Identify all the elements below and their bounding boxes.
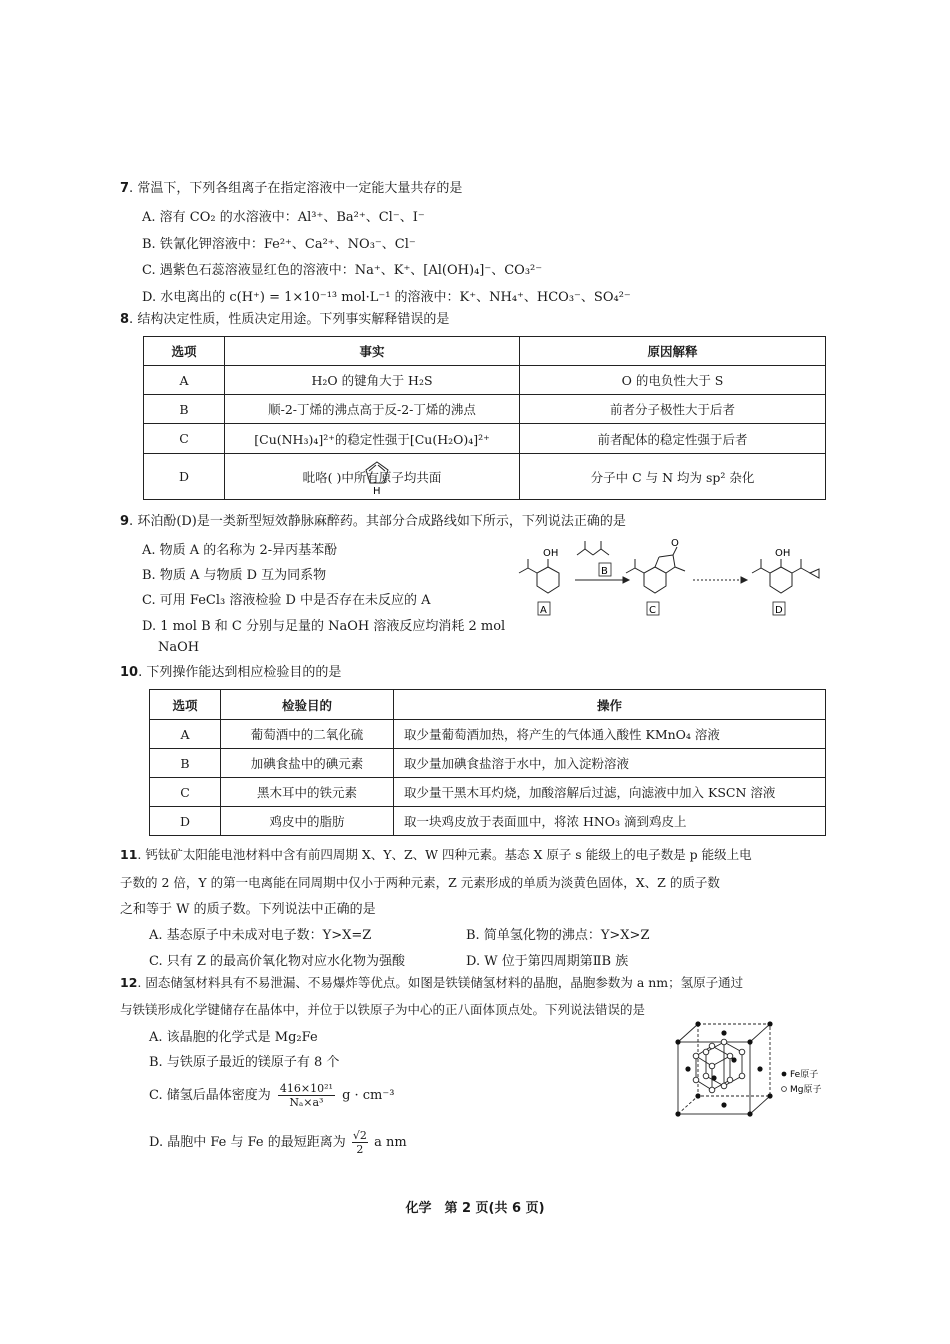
q12-d-prefix: D. 晶胞中 Fe 与 Fe 的最短距离为 (149, 1135, 346, 1150)
pyrrole-structure-icon (363, 458, 391, 496)
q11-option-b: B. 简单氢化物的沸点：Y>X>Z (466, 928, 650, 943)
label-b: B (601, 566, 608, 577)
q8-cell: [Cu(NH₃)₄]²⁺的稳定性强于[Cu(H₂O)₄]²⁺ (225, 424, 520, 454)
q10-cell: 取少量干黑木耳灼烧，加酸溶解后过滤，向滤液中加入 KSCN 溶液 (394, 778, 826, 807)
q7-option-b: B. 铁氰化钾溶液中：Fe²⁺、Ca²⁺、NO₃⁻、Cl⁻ (142, 237, 416, 252)
q7-option-a: A. 溶有 CO₂ 的水溶液中：Al³⁺、Ba²⁺、Cl⁻、I⁻ (142, 210, 425, 225)
table-row (144, 395, 826, 424)
table-row (150, 749, 826, 778)
q10-header-purpose: 检验目的 (221, 690, 394, 720)
table-row (144, 454, 826, 500)
o-label-c: O (671, 538, 679, 549)
q10-cell: 鸡皮中的脂肪 (221, 807, 394, 836)
q8-cell: C (144, 424, 225, 454)
q7-option-c: C. 遇紫色石蕊溶液显红色的溶液中：Na⁺、K⁺、[Al(OH)₄]⁻、CO₃²⁻ (142, 263, 543, 278)
q8-table (143, 336, 826, 500)
pyrrole-text: 吡咯( )中所有原子均共面 (302, 469, 442, 485)
q12-option-a: A. 该晶胞的化学式是 Mg₂Fe (149, 1030, 318, 1045)
q8-cell: B (144, 395, 225, 424)
q10-cell: 葡萄酒中的二氧化硫 (221, 720, 394, 749)
q8-header-option: 选项 (144, 337, 225, 366)
q7-stem: 7. 常温下，下列各组离子在指定溶液中一定能大量共存的是 (120, 181, 463, 196)
q10-cell: C (150, 778, 221, 807)
q9-synthesis-scheme (505, 537, 830, 621)
q11-stem-line3: 之和等于 W 的质子数。下列说法中正确的是 (120, 902, 376, 917)
q9-option-b: B. 物质 A 与物质 D 互为同系物 (142, 568, 327, 583)
q9-option-d-cont: NaOH (158, 640, 200, 655)
mg-legend-icon (782, 1087, 787, 1092)
q7-option-d: D. 水电离出的 c(H⁺) = 1×10⁻¹³ mol·L⁻¹ 的溶液中：K⁺、NH₄⁺、HCO₃⁻、SO₄²⁻ (142, 290, 631, 305)
q8-header-fact: 事实 (225, 337, 520, 366)
q10-header-option: 选项 (150, 690, 221, 720)
q8-cell: 分子中 C 与 N 均为 sp² 杂化 (520, 454, 826, 500)
q12-d-fraction (352, 1129, 368, 1156)
q10-cell: 取一块鸡皮放于表面皿中，将浓 HNO₃ 滴到鸡皮上 (394, 807, 826, 836)
table-row (144, 424, 826, 454)
q8-cell: 顺-2-丁烯的沸点高于反-2-丁烯的沸点 (225, 395, 520, 424)
fe-legend-icon (782, 1072, 787, 1077)
q9-option-a: A. 物质 A 的名称为 2-异丙基苯酚 (142, 543, 338, 558)
q12-option-c (149, 1082, 394, 1109)
q9-stem: 9. 环泊酚(D)是一类新型短效静脉麻醉药。其部分合成路线如下所示，下列说法正确的是 (120, 514, 626, 529)
q10-header-operation: 操作 (394, 690, 826, 720)
oh-label-a: OH (543, 548, 559, 559)
q8-cell: H₂O 的键角大于 H₂S (225, 366, 520, 395)
q10-cell: A (150, 720, 221, 749)
table-row (150, 778, 826, 807)
q12-option-d (149, 1129, 407, 1156)
q10-stem: 10. 下列操作能达到相应检验目的的是 (120, 665, 342, 680)
label-c: C (649, 605, 656, 616)
q12-c-prefix: C. 储氢后晶体密度为 (149, 1088, 271, 1103)
label-a: A (540, 605, 547, 616)
q12-d-denominator: 2 (356, 1143, 364, 1156)
table-row (144, 366, 826, 395)
table-row (150, 807, 826, 836)
q12-c-unit: g · cm⁻³ (342, 1088, 395, 1103)
q8-header-reason: 原因解释 (520, 337, 826, 366)
fe-legend-label: Fe原子 (790, 1070, 819, 1080)
q10-cell: 取少量葡萄酒加热，将产生的气体通入酸性 KMnO₄ 溶液 (394, 720, 826, 749)
q10-cell: D (150, 807, 221, 836)
q11-stem-line2: 子数的 2 倍，Y 的第一电离能在同周期中仅小于两种元素，Z 元素形成的单质为淡黄色固体，X、Z 的质子数 (120, 875, 720, 890)
q12-d-numerator: √2 (352, 1129, 367, 1142)
q10-cell: 加碘食盐中的碘元素 (221, 749, 394, 778)
q10-cell: 取少量加碘食盐溶于水中，加入淀粉溶液 (394, 749, 826, 778)
label-d: D (775, 605, 783, 616)
q12-option-b: B. 与铁原子最近的镁原子有 8 个 (149, 1055, 340, 1070)
table-row (150, 720, 826, 749)
q10-cell: 黑木耳中的铁元素 (221, 778, 394, 807)
q11-option-c: C. 只有 Z 的最高价氧化物对应水化物为强酸 (149, 954, 406, 969)
q8-cell: 前者配体的稳定性强于后者 (520, 424, 826, 454)
mg-legend-label: Mg原子 (790, 1085, 822, 1095)
q8-cell: A (144, 366, 225, 395)
q12-c-numerator: 416×10²¹ (279, 1082, 333, 1095)
q10-cell: B (150, 749, 221, 778)
q8-cell: O 的电负性大于 S (520, 366, 826, 395)
pyrrole-h-label: H (373, 486, 381, 496)
q8-cell: 前者分子极性大于后者 (520, 395, 826, 424)
q11-option-d: D. W 位于第四周期第ⅡB 族 (466, 954, 629, 969)
q12-stem-line2: 与铁镁形成化学键储存在晶体中，并位于以铁原子为中心的正八面体顶点处。下列说法错误的是 (120, 1002, 646, 1017)
q11-stem-line1: 11. 钙钛矿太阳能电池材料中含有前四周期 X、Y、Z、W 四种元素。基态 X 原子 s 能级上的电子数是 p 能级上电 (120, 847, 752, 862)
q9-option-d: D. 1 mol B 和 C 分别与足量的 NaOH 溶液反应均消耗 2 mol (142, 619, 506, 634)
q10-table (149, 689, 826, 836)
oh-label-d: OH (775, 548, 791, 559)
crystal-cell-figure (668, 1018, 838, 1118)
q12-c-fraction (278, 1082, 335, 1109)
q12-d-suffix: a nm (374, 1135, 407, 1150)
q8-cell-pyrrole (225, 454, 520, 500)
q12-stem-line1: 12. 固态储氢材料具有不易泄漏、不易爆炸等优点。如图是铁镁储氢材料的晶胞，晶胞参数为 a nm；氢原子通过 (120, 975, 744, 990)
q8-stem: 8. 结构决定性质，性质决定用途。下列事实解释错误的是 (120, 312, 450, 327)
q9-option-c: C. 可用 FeCl₃ 溶液检验 D 中是否存在未反应的 A (142, 593, 431, 608)
q8-cell: D (144, 454, 225, 500)
q11-option-a: A. 基态原子中未成对电子数：Y>X=Z (149, 928, 372, 943)
q12-c-denominator: Nₐ×a³ (289, 1096, 324, 1109)
page-footer: 化学 第 2 页(共 6 页) (405, 1201, 545, 1216)
